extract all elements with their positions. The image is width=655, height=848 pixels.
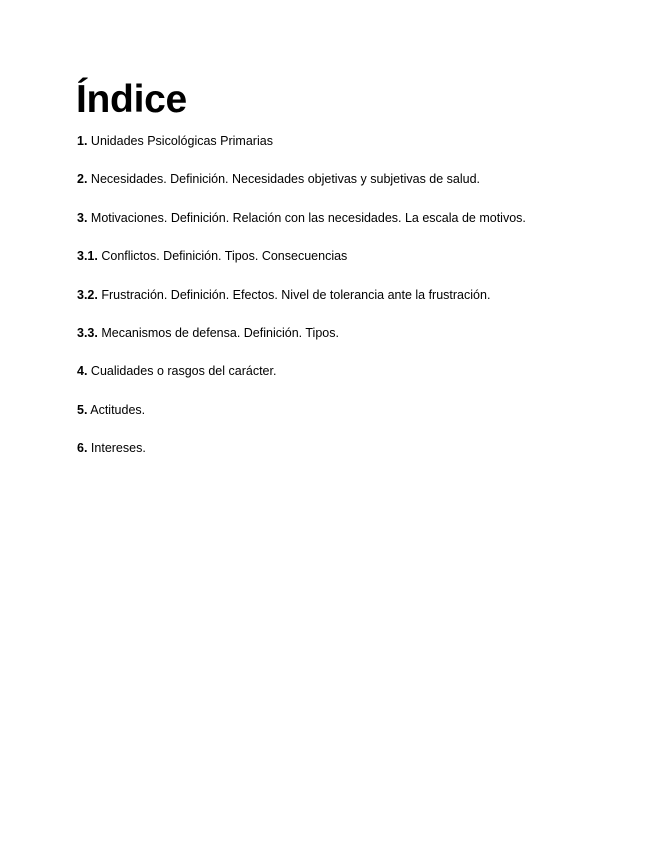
toc-entry-text: Frustración. Definición. Efectos. Nivel de tolerancia ante la frustración. — [101, 287, 491, 302]
toc-entry-3 — [77, 210, 637, 248]
toc-entry-text: Intereses. — [90, 441, 146, 456]
toc-entry-4 — [77, 363, 637, 401]
toc-entry-3-3 — [77, 325, 637, 363]
toc-entry-text: Actitudes. — [90, 402, 146, 417]
toc-entry-number: 6. — [77, 441, 88, 456]
toc-entry-text: Conflictos. Definición. Tipos. Consecuencias — [101, 249, 348, 264]
toc-entry-text: Cualidades o rasgos del carácter. — [90, 364, 277, 379]
toc-entry-text: Unidades Psicológicas Primarias — [90, 134, 273, 148]
toc-entry-1 — [77, 133, 637, 171]
toc-entry-6 — [77, 440, 637, 478]
toc-entry-number: 2. — [77, 172, 88, 187]
toc-entry-number: 3.3. — [77, 325, 98, 340]
toc-entry-number: 4. — [77, 364, 88, 379]
page-title: Índice — [76, 78, 187, 121]
toc-entry-number: 5. — [77, 402, 88, 417]
toc-entry-text: Necesidades. Definición. Necesidades objetivas y subjetivas de salud. — [90, 172, 481, 187]
toc-entry-3-2 — [77, 287, 637, 325]
toc-entry-number: 3.2. — [77, 287, 98, 302]
toc-entry-number: 3.1. — [77, 249, 98, 264]
toc-entry-text: Mecanismos de defensa. Definición. Tipos. — [101, 325, 339, 340]
table-of-contents — [77, 133, 637, 479]
toc-entry-text: Motivaciones. Definición. Relación con las necesidades. La escala de motivos. — [90, 210, 526, 225]
toc-entry-number: 3. — [77, 210, 88, 225]
toc-entry-2 — [77, 171, 637, 209]
toc-entry-3-1 — [77, 248, 637, 286]
toc-entry-number: 1. — [77, 134, 88, 148]
toc-entry-5 — [77, 402, 637, 440]
